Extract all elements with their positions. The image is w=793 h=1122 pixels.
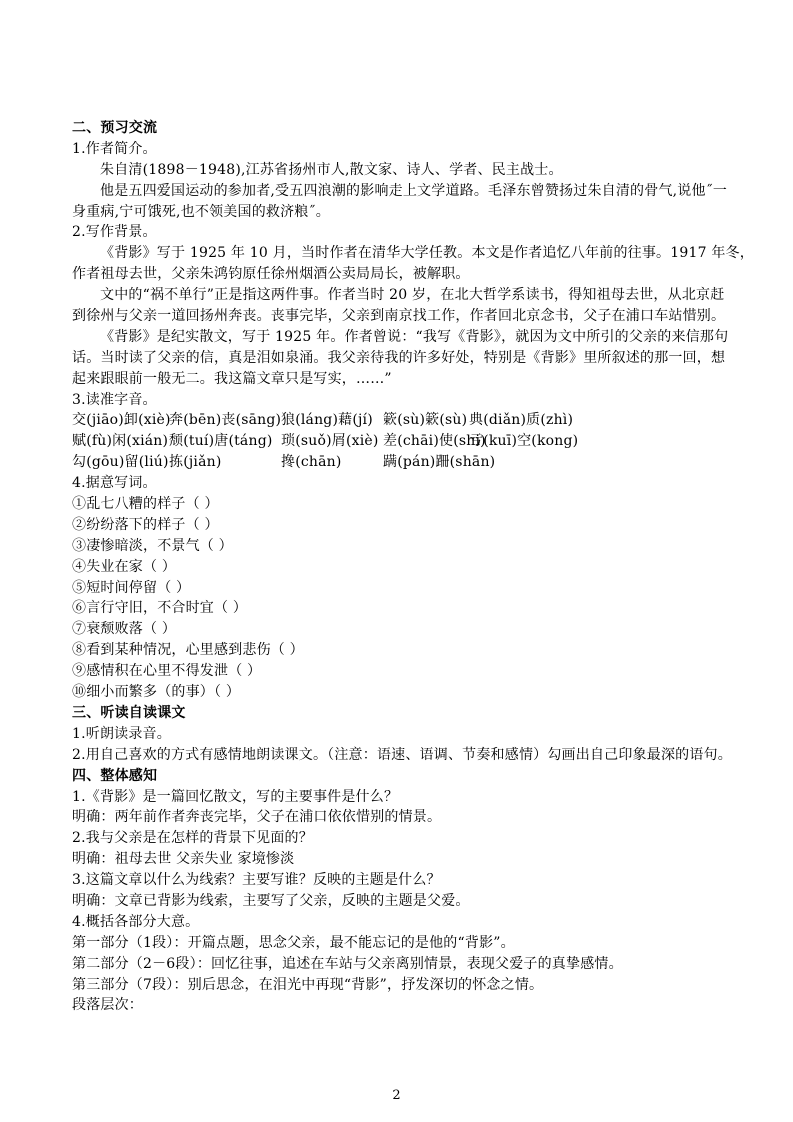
background-paragraph-line: 到徐州与父亲一道回扬州奔丧。丧事完毕，父亲到南京找工作，作者回北京念书，父子在浦口车站惜别。 [72,308,726,325]
question-background: 2.写作背景。 [72,224,157,241]
reading-step: 1.听朗读录音。 [72,725,171,742]
word-item: ③凄惨暗淡，不景气（ ） [72,537,233,554]
word-item: ④失业在家（ ） [72,558,177,575]
overview-answer: 明确：两年前作者奔丧完毕，父子在浦口依依惜别的情景。 [72,809,442,826]
background-paragraph-line: 《背影》写于 1925 年 10 月，当时作者在清华大学任教。本文是作者追忆八年前的往事。1917 年冬， [100,245,754,262]
overview-question: 1.《背影》是一篇回忆散文，写的主要事件是什么？ [72,788,399,805]
pinyin-item: 赋(fù)闲(xián) [72,433,169,450]
reading-step: 2.用自己喜欢的方式有感情地朗读课文。（注意：语速、语调、节奏和感情）勾画出自己印象最深的语句。 [72,746,732,763]
part-summary: 第一部分（1段）：开篇点题，思念父亲，最不能忘记的是他的“背影”。 [72,934,515,951]
question-write-words: 4.据意写词。 [72,475,157,492]
pinyin-item: 奔(bēn)丧(sāng) [169,412,282,429]
pinyin-row [72,452,752,473]
background-paragraph-line: 《背影》是纪实散文，写于 1925 年。作者曾说：“我写《背影》，就因为文中所引的父亲的来信那句 [100,328,729,345]
section-heading-reading: 三、听读自读课文 [72,704,186,721]
pinyin-item: 差(chāi)使(shi) [383,433,486,450]
pinyin-item: 蹒(pán)跚(shān) [383,454,496,471]
pinyin-row [72,431,752,452]
word-item: ⑤短时间停留（ ） [72,579,191,596]
pinyin-item: 狼(láng)藉(jí) [281,412,373,429]
overview-answer: 明确：文章已背影为线索，主要写了父亲，反映的主题是父爱。 [72,892,470,909]
overview-question: 4.概括各部分大意。 [72,913,200,930]
word-item: ⑥言行守旧，不合时宜（ ） [72,600,248,617]
word-item: ⑦衰颓败落（ ） [72,621,177,638]
question-pronunciation: 3.读准字音。 [72,391,157,408]
pinyin-item: 琐(suǒ)屑(xiè) [281,433,379,450]
section-heading-overview: 四、整体感知 [72,767,158,784]
word-item: ⑧看到某种情况，心里感到悲伤（ ） [72,642,304,659]
part-summary: 第二部分（2－6段）：回忆往事，追述在车站与父亲离别情景，表现父爱子的真挚感情。 [72,955,623,972]
pinyin-item: 拣(jiǎn) [169,454,222,471]
pinyin-item: 搀(chān) [281,454,342,471]
section-heading-preview: 二、预习交流 [72,120,158,136]
background-paragraph-line: 起来跟眼前一般无二。我这篇文章只是写实，……” [72,370,392,387]
pinyin-item: 典(diǎn)质(zhì) [469,412,574,429]
part-summary: 第三部分（7段）：别后思念，在泪光中再现“背影”，抒发深切的怀念之情。 [72,976,544,993]
author-paragraph-line: 他是五四爱国运动的参加者,受五四浪潮的影响走上文学道路。毛泽东曾赞扬过朱自清的骨气,说他˝一 [100,182,728,199]
word-item: ①乱七八糟的样子（ ） [72,496,219,513]
author-paragraph-line: 朱自清(1898－1948),江苏省扬州市人,散文家、诗人、学者、民主战士。 [100,161,563,178]
overview-question: 3.这篇文章以什么为线索？主要写谁？反映的主题是什么？ [72,872,441,889]
pinyin-item: 簌(sù)簌(sù) [383,412,468,429]
pinyin-row [72,410,752,431]
pinyin-item: 交(jiāo)卸(xiè) [72,412,171,429]
overview-question: 2.我与父亲是在怎样的背景下见面的？ [72,830,313,847]
word-item: ⑨感情积在心里不得发泄（ ） [72,663,262,680]
pinyin-item: 勾(gōu)留(liú) [72,454,169,471]
author-paragraph-line: 身重病,宁可饿死,也不领美国的救济粮˝。 [72,203,330,220]
background-paragraph-line: 文中的“祸不单行”正是指这两件事。作者当时 20 岁，在北大哲学系读书，得知祖母去世，从北京赶 [100,287,725,304]
word-item: ②纷纷落下的样子（ ） [72,516,219,533]
word-item: ⑩细小而繁多（的事）（ ） [72,684,241,701]
overview-answer: 明确：祖母去世 父亲失业 家境惨淡 [72,851,295,868]
pinyin-item: 颓(tuí)唐(táng) [169,433,273,450]
document-page [72,118,752,1016]
pinyin-item: 亏(kuī)空(kong) [469,433,579,450]
background-paragraph-line: 话。当时读了父亲的信，真是泪如泉涌。我父亲待我的许多好处，特别是《背影》里所叙述的那一回，想 [72,349,726,366]
question-author-intro: 1.作者简介。 [72,140,157,157]
paragraph-structure-label: 段落层次： [72,997,143,1014]
background-paragraph-line: 作者祖母去世，父亲朱鸿钧原任徐州烟酒公卖局局长，被解职。 [72,266,470,283]
page-number: 2 [392,1088,401,1103]
